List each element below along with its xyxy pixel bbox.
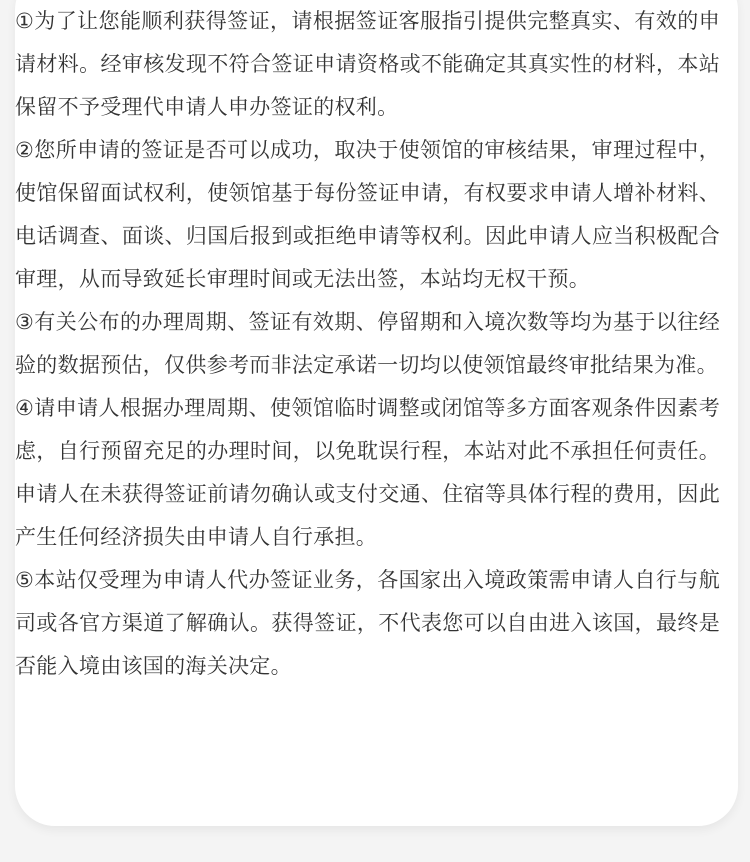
notice-paragraph-5: ⑤本站仅受理为申请人代办签证业务，各国家出入境政策需申请人自行与航司或各官方渠道了解确认。获得签证，不代表您可以自由进入该国，最终是否能入境由该国的海关决定。 (15, 568, 720, 678)
notice-content (15, 0, 720, 688)
notice-paragraph-2: ②您所申请的签证是否可以成功，取决于使领馆的审核结果，审理过程中，使馆保留面试权利，使领馆基于每份签证申请，有权要求申请人增补材料、电话调查、面谈、归国后报到或拒绝申请等权利。因此申请人应当积极配合审理，从而导致延长审理时间或无法出签，本站均无权干预。 (15, 138, 720, 291)
notice-paragraph-1: ①为了让您能顺利获得签证，请根据签证客服指引提供完整真实、有效的申请材料。经审核发现不符合签证申请资格或不能确定其真实性的材料，本站保留不予受理代申请人申办签证的权利。 (15, 9, 720, 119)
notice-paragraph-4: ④请申请人根据办理周期、使领馆临时调整或闭馆等多方面客观条件因素考虑，自行预留充足的办理时间，以免耽误行程，本站对此不承担任何责任。申请人在未获得签证前请勿确认或支付交通、住宿等具体行程的费用，因此产生任何经济损失由申请人自行承担。 (15, 396, 720, 549)
notice-paragraph-3: ③有关公布的办理周期、签证有效期、停留期和入境次数等均为基于以往经验的数据预估，仅供参考而非法定承诺一切均以使领馆最终审批结果为准。 (15, 310, 720, 377)
